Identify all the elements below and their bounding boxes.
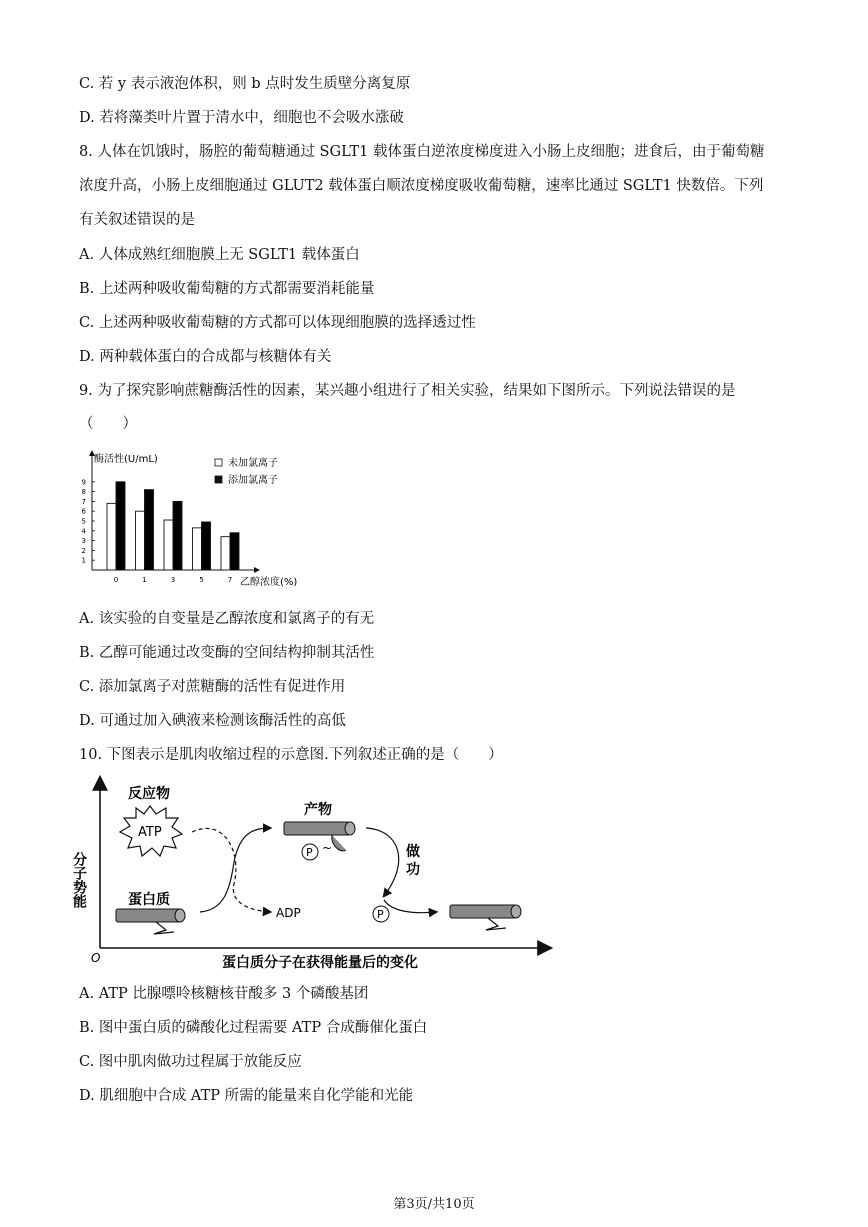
text-line: C. 添加氯离子对蔗糖酶的活性有促进作用 (79, 679, 346, 695)
chart-bar (107, 503, 116, 570)
atp-label: ATP (138, 825, 162, 840)
x-axis-label: 蛋白质分子在获得能量后的变化 (222, 955, 418, 971)
text-line: D. 可通过加入碘液来检测该酶活性的高低 (79, 713, 346, 729)
text-line: B. 上述两种吸收葡萄糖的方式都需要消耗能量 (79, 281, 375, 297)
chart-x-tick-label: 1 (142, 576, 147, 584)
text-line: 8. 人体在饥饿时，肠腔的葡萄糖通过 SGLT1 载体蛋白逆浓度梯度进入小肠上皮细胞；进食后，由于葡萄糖 (79, 144, 765, 160)
chart-x-arrow (254, 567, 260, 573)
chart-y-tick-label: 2 (81, 546, 86, 555)
chart-y-tick-label: 7 (81, 497, 86, 506)
chart-bar (164, 520, 173, 570)
text-line: A. ATP 比腺嘌呤核糖核苷酸多 3 个磷酸基团 (79, 986, 369, 1002)
page-footer: 第3页/共10页 (393, 1197, 475, 1212)
text-line: D. 肌细胞中合成 ATP 所需的能量来自化学能和光能 (79, 1088, 414, 1104)
legend-label: 添加氯离子 (228, 475, 278, 486)
chart-bar (145, 490, 154, 570)
chart-bar (173, 501, 182, 570)
chart-bar (116, 482, 125, 570)
text-line: A. 人体成熟红细胞膜上无 SGLT1 载体蛋白 (79, 247, 360, 263)
text-line: C. 上述两种吸收葡萄糖的方式都可以体现细胞膜的选择透过性 (79, 315, 476, 331)
text-line: D. 两种载体蛋白的合成都与核糖体有关 (79, 349, 332, 365)
relaxed-protein-icon (450, 905, 521, 930)
protein-label: 蛋白质 (128, 892, 170, 908)
chart-y-tick-label: 8 (81, 488, 86, 497)
chart-y-tick-label: 5 (81, 517, 86, 526)
chart-bar (230, 533, 239, 570)
protein-cylinder-icon (116, 909, 185, 934)
chart-bar (193, 528, 202, 570)
text-line: 有关叙述错误的是 (79, 212, 195, 228)
text-line: A. 该实验的自变量是乙醇浓度和氯离子的有无 (79, 611, 375, 627)
origin-label: O (91, 951, 101, 965)
phosphate-label-2: P (377, 908, 384, 921)
chart-y-tick-label: 9 (81, 478, 86, 487)
text-line: C. 若 y 表示液泡体积，则 b 点时发生质壁分离复原 (79, 76, 411, 92)
reactant-label: 反应物 (128, 786, 170, 802)
text-line: 10. 下图表示是肌肉收缩过程的示意图.下列叙述正确的是（ ） (79, 747, 503, 763)
work-label-2: 功 (406, 862, 420, 878)
chart-x-tick-label: 3 (170, 576, 176, 584)
chart-y-tick-label: 6 (81, 507, 86, 516)
text-line: （ ） (79, 416, 137, 432)
legend-label: 未加氯离子 (228, 458, 278, 469)
chart-y-label: 酶活性(U/mL) (94, 454, 158, 465)
text-line: 浓度升高，小肠上皮细胞通过 GLUT2 载体蛋白顺浓度梯度吸收葡萄糖，速率比通过 SGLT1 快数倍。下列 (79, 178, 764, 194)
chart-x-tick-label: 0 (113, 576, 119, 584)
text-line: D. 若将藻类叶片置于清水中，细胞也不会吸水涨破 (79, 110, 404, 126)
y-axis-label: 分子势能 (71, 852, 87, 908)
enzyme-activity-chart (81, 446, 314, 592)
work-label-1: 做 (406, 844, 420, 860)
chart-bar (202, 522, 211, 570)
chart-x-tick-label: 7 (227, 576, 233, 584)
chart-bar (221, 537, 230, 570)
adp-label: ADP (276, 906, 301, 920)
muscle-contraction-diagram (71, 772, 560, 978)
chart-bar (136, 511, 145, 570)
legend-swatch (215, 459, 222, 466)
product-cylinder-icon (284, 822, 355, 851)
product-label: 产物 (304, 802, 332, 818)
chart-x-tick-label: 5 (199, 576, 204, 584)
text-line: B. 乙醇可能通过改变酶的空间结构抑制其活性 (79, 645, 375, 661)
chart-y-tick-label: 1 (81, 556, 86, 565)
text-line: B. 图中蛋白质的磷酸化过程需要 ATP 合成酶催化蛋白 (79, 1020, 428, 1036)
text-line: 9. 为了探究影响蔗糖酶活性的因素，某兴趣小组进行了相关实验，结果如下图所示。下列说法错误的是 (79, 383, 736, 399)
text-line: C. 图中肌肉做功过程属于放能反应 (79, 1054, 302, 1070)
phosphate-label: P (306, 846, 313, 859)
chart-x-label: 乙醇浓度(%) (240, 577, 298, 588)
chart-y-tick-label: 4 (81, 527, 86, 536)
tilde-label: ~ (322, 841, 333, 855)
chart-y-tick-label: 3 (81, 537, 86, 546)
legend-swatch (215, 476, 222, 483)
